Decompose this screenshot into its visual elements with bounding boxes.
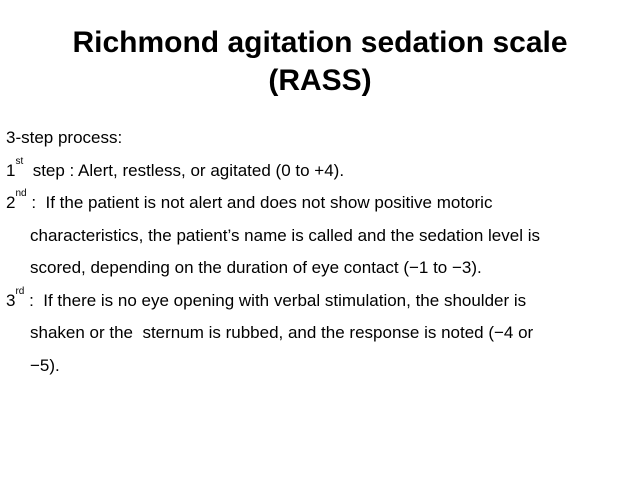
step-3-line-3: −5). [30, 355, 60, 375]
intro-text: 3-step process: [6, 128, 123, 147]
step-1-number: 1 [6, 160, 16, 180]
step-3-line-2: shaken or the sternum is rubbed, and the response is noted (−4 or [30, 323, 534, 342]
step-2-line-3: scored, depending on the duration of eye contact (−1 to −3). [30, 258, 482, 277]
slide-title [40, 24, 600, 100]
step-2-line-1: : If the patient is not alert and does not show positive motoric [26, 193, 493, 212]
step-3-number: 3 [6, 290, 16, 310]
step-1 [6, 155, 634, 188]
step-2-line-2: characteristics, the patient’s name is called and the sedation level is [30, 225, 540, 245]
step-3-ordinal: rd [15, 285, 25, 297]
step-2-ordinal: nd [15, 188, 27, 199]
step-3-line-1: : If there is no eye opening with verbal stimulation, the shoulder is [24, 290, 527, 310]
slide-body [6, 122, 634, 382]
step-2 [6, 187, 634, 220]
title-line-1: Richmond agitation sedation scale [72, 26, 568, 59]
step-1-ordinal: st [15, 155, 24, 167]
step-2-number: 2 [6, 193, 16, 212]
step-1-line-1: step : Alert, restless, or agitated (0 to +4). [23, 160, 345, 180]
title-line-2: (RASS) [268, 64, 372, 97]
step-3 [6, 285, 634, 318]
